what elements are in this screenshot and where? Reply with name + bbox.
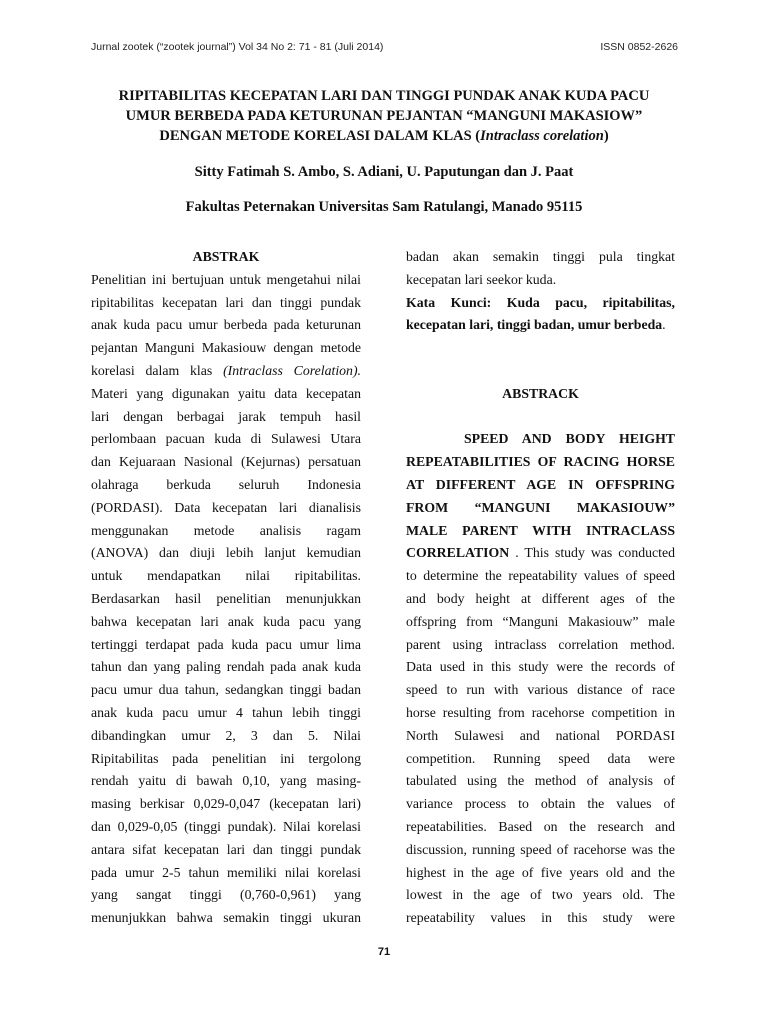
running-header (91, 41, 678, 59)
abstract-italic: (Intraclass Corelation). (223, 362, 361, 378)
keywords-line: Kata Kunci: Kuda pacu, ripitabilitas, (406, 294, 675, 310)
title-line-text: DENGAN METODE KORELASI DALAM KLAS ( (159, 128, 481, 144)
abstract-line: menunjukkan bahwa semakin tinggi ukuran (91, 910, 361, 926)
abstract-line: to determine the repeatability values of speed (406, 568, 675, 584)
abstract-line: badan akan semakin tinggi pula tingkat (406, 249, 675, 264)
abstract-line: lowest in the age of two years old. The (406, 887, 675, 903)
abstract-line: lari dengan berbagai jarak tempuh hasil (91, 408, 361, 424)
abstract-line: speed to run with various distance of race (406, 682, 675, 698)
abstract-line: tertinggi terdapat pada kuda pacu umur lima (91, 636, 361, 652)
english-title-line: REPEATABILITIES OF RACING HORSE (406, 454, 675, 470)
abstract-line: yang sangat tinggi (0,760-0,961) yang (91, 887, 361, 903)
abstract-line: parent using intraclass correlation method. (406, 636, 675, 652)
abstract-line: discussion, running speed of racehorse was the (406, 841, 675, 857)
spacer (406, 406, 675, 429)
title-italic: Intraclass corelation (480, 128, 604, 144)
abstract-line: Data used in this study were the records of (406, 659, 675, 675)
abstract-line: repeatabilities. Based on the research and (406, 818, 675, 834)
abstract-line: masing berkisar 0,029-0,047 (kecepatan lari) (91, 796, 361, 812)
keywords-end: . (662, 317, 666, 333)
abstract-line: perlombaan pacuan kuda di Sulawesi Utara (91, 431, 361, 447)
english-abstract-start: . This study was conducted (509, 545, 675, 561)
page-number: 71 (377, 946, 391, 958)
journal-citation: Jurnal zootek (“zootek journal”) Vol 34 No 2: 71 - 81 (Juli 2014) (91, 41, 384, 53)
authors: Sitty Fatimah S. Ambo, S. Adiani, U. Paputungan dan J. Paat (194, 164, 574, 180)
abstract-line: anak kuda pacu umur berbeda pada keturunan (91, 317, 361, 333)
abstract-line: offspring from “Manguni Makasiouw” male (406, 613, 675, 629)
title-line: UMUR BERBEDA PADA KETURUNAN PEJANTAN “MANGUNI MAKASIOW” (125, 108, 643, 124)
issn: ISSN 0852-2626 (600, 41, 678, 53)
abstract-line: (PORDASI). Data kecepatan lari dianalisis (91, 499, 361, 515)
title-close: ) (603, 128, 609, 144)
abstract-line: highest in the age of five years old and the (406, 864, 675, 880)
abstract-line: horse resulting from racehorse competition in (406, 704, 675, 720)
spacer (406, 360, 675, 383)
abstract-line: North Sulawesi and national PORDASI (406, 727, 675, 743)
english-title-line: FROM “MANGUNI MAKASIOUW” (406, 499, 675, 515)
abstrack-heading: ABSTRACK (502, 385, 579, 401)
abstract-line: rendah yaitu di bawah 0,10, yang masing- (91, 773, 361, 789)
abstract-line: bahwa kecepatan lari anak kuda pacu yang (91, 613, 361, 629)
english-title-line: AT DIFFERENT AGE IN OFFSPRING (406, 476, 675, 492)
paper-title (70, 86, 698, 146)
abstract-line: tabulated using the method of analysis of (406, 773, 675, 789)
abstract-line: untuk mendapatkan nilai ripitabilitas. (91, 568, 361, 584)
abstract-line: pejantan Manguni Makasiouw dengan metode (91, 340, 361, 356)
english-title-line: MALE PARENT WITH INTRACLASS (406, 522, 675, 538)
abstract-line: Berdasarkan hasil penelitian menunjukkan (91, 590, 361, 606)
abstract-line: anak kuda pacu umur 4 tahun lebih tinggi (91, 704, 361, 720)
abstract-line: tahun dan yang paling rendah pada anak kuda (91, 659, 361, 675)
abstract-line: dan 0,029-0,05 (tinggi pundak). Nilai korelasi (91, 818, 361, 834)
left-column (91, 246, 361, 930)
abstract-line: dan Kejuaraan Nasional (Kejurnas) persatuan (91, 454, 361, 470)
abstract-line-text: korelasi dalam klas (91, 362, 213, 378)
abstract-line: dibandingkan umur 2, 3 dan 5. Nilai (91, 727, 361, 743)
right-column (406, 246, 675, 930)
abstrak-heading: ABSTRAK (192, 249, 260, 264)
english-title-line: SPEED AND BODY HEIGHT (464, 431, 675, 447)
abstract-line: competition. Running speed data were (406, 750, 675, 766)
abstract-line: (ANOVA) dan diuji lebih lanjut kemudian (91, 545, 361, 561)
abstract-line: Penelitian ini bertujuan untuk mengetahui nilai (91, 271, 361, 287)
abstract-line: olahraga berkuda seluruh Indonesia (91, 476, 361, 492)
abstract-line: ripitabilitas kecepatan lari dan tinggi pundak (91, 294, 361, 310)
abstract-line (91, 360, 361, 383)
affiliation: Fakultas Peternakan Universitas Sam Ratulangi, Manado 95115 (185, 199, 583, 215)
abstract-line: repeatability values in this study were (406, 910, 675, 926)
title-line (70, 126, 698, 146)
abstract-line: pacu umur dua tahun, sedangkan tinggi badan (91, 682, 361, 698)
title-line: RIPITABILITAS KECEPATAN LARI DAN TINGGI PUNDAK ANAK KUDA PACU (118, 88, 650, 104)
abstract-line: antara sifat kecepatan lari dan tinggi pundak (91, 841, 361, 857)
english-title-end: CORRELATION (406, 545, 510, 561)
abstract-line: and body height at different ages of the (406, 590, 675, 606)
abstract-line: Ripitabilitas pada penelitian ini tergolong (91, 750, 361, 766)
abstract-line: Materi yang digunakan yaitu data kecepatan (91, 385, 361, 401)
abstract-line: menggunakan metode analisis ragam (91, 522, 361, 538)
spacer (406, 337, 675, 360)
abstract-line: variance process to obtain the values of (406, 796, 675, 812)
english-title-line (406, 542, 675, 565)
abstract-line: pada umur 2-5 tahun memiliki nilai korelasi (91, 864, 361, 880)
abstract-line: kecepatan lari seekor kuda. (406, 271, 557, 287)
keywords-line (406, 314, 675, 337)
keywords-text: kecepatan lari, tinggi badan, umur berbeda (406, 317, 663, 333)
